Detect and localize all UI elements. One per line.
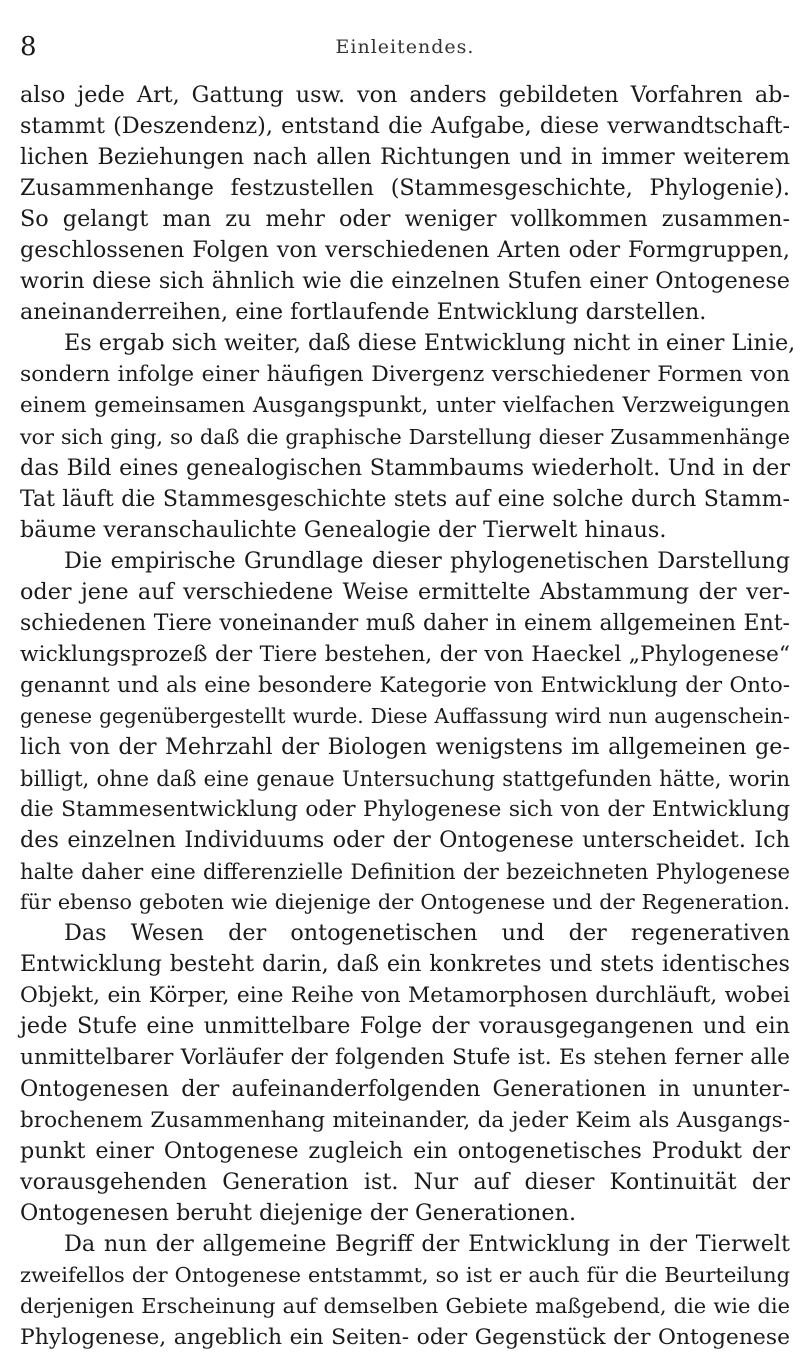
text-line: lichen Beziehungen nach allen Richtungen und in immer weiterem [20,144,790,171]
text-line: genese gegenübergestellt wurde. Diese Auffassung wird nun augenschein- [20,703,790,728]
text-line: wicklungsprozeß der Tiere bestehen, der von Haeckel „Phylogenese“ [20,641,790,667]
text-line: sondern infolge einer häufigen Divergenz verschiedener Formen von [20,362,790,388]
text-line: aneinanderreihen, eine fortlaufende Entwicklung darstellen. [20,299,707,326]
text-line: Phylogenese, angeblich ein Seiten- oder Gegenstück der Ontogenese [20,1324,790,1350]
text-line: also jede Art, Gattung usw. von anders gebildeten Vorfahren ab- [20,82,790,108]
text-line: schiedenen Tiere voneinander muß daher in einem allgemeinen Ent- [20,610,790,636]
text-line: bäume veranschaulichte Genealogie der Tierwelt hinaus. [20,516,667,543]
text-line: vor sich ging, so daß die graphische Darstellung dieser Zusammenhänge [20,424,790,449]
text-line: geschlossenen Folgen von verschiedenen Arten oder Formgruppen, [20,237,790,264]
text-line: einem gemeinsamen Ausgangspunkt, unter vielfachen Verzweigungen [20,393,790,419]
text-line: worin diese sich ähnlich wie die einzelnen Stufen einer Ontogenese [20,268,790,295]
text-line: Zusammenhange festzustellen (Stammesgeschichte, Phylogenie). [20,175,790,202]
text-line: stammt (Deszendenz), entstand die Aufgabe, diese verwandtschaft- [20,113,790,140]
paragraph-4 [20,918,790,1228]
text-line: Ontogenesen beruht diejenige der Generationen. [20,1199,577,1226]
text-line: oder jene auf verschiedene Weise ermittelte Abstammung der ver- [20,578,790,605]
text-line: für ebenso geboten wie diejenige der Ontogenese und der Regeneration. [20,890,790,915]
text-line: billigt, ohne daß eine genaue Untersuchung stattgefunden hätte, worin [20,766,790,792]
text-line: das Bild eines genealogischen Stammbaums wiederholt. Und in der [20,454,790,481]
text-line: Da nun der allgemeine Begriff der Entwicklung in der Tierwelt [64,1230,790,1257]
text-line: Tat läuft die Stammesgeschichte stets auf eine solche durch Stamm- [20,486,790,512]
text-line: lich von der Mehrzahl der Biologen wenigstens im allgemeinen ge- [20,733,790,760]
text-line: Ontogenesen der aufeinanderfolgenden Generationen in ununter- [20,1075,790,1102]
running-head: Einleitendes. [335,36,475,58]
text-line: Die empirische Grundlage dieser phylogenetischen Darstellung [64,547,790,574]
text-line: punkt einer Ontogenese zugleich ein ontogenetisches Produkt der [20,1137,790,1164]
text-line: Objekt, ein Körper, eine Reihe von Metamorphosen durchläuft, wobei [20,983,790,1009]
text-line: vorausgehenden Generation ist. Nur auf dieser Kontinuität der [20,1168,790,1195]
text-line: Das Wesen der ontogenetischen und der regenerativen [64,920,790,947]
text-line: zweifellos der Ontogenese entstammt, so ist er auch für die Beurteilung [20,1262,790,1287]
text-line: Es ergab sich weiter, daß diese Entwicklung nicht in einer Linie, [64,330,796,357]
text-line: Entwicklung besteht darin, daß ein konkretes und stets identisches [20,951,790,978]
paragraph-1 [20,80,790,328]
body-text [20,80,796,1353]
page-header [20,0,790,80]
paragraph-3 [20,546,790,919]
text-line: unmittelbarer Vorläufer der folgenden Stufe ist. Es stehen ferner alle [20,1045,790,1071]
paragraph-2 [20,328,796,545]
text-line: derjenigen Erscheinung auf demselben Gebiete maßgebend, die wie die [20,1293,790,1318]
text-line: jede Stufe eine unmittelbare Folge der vorausgegangenen und ein [20,1013,790,1040]
text-line: halte daher eine differenzielle Definition der bezeichneten Phylogenese [20,859,790,885]
paragraph-5 [20,1229,790,1353]
page-number: 8 [20,32,37,62]
text-line: brochenem Zusammenhang miteinander, da jeder Keim als Ausgangs- [20,1107,790,1133]
text-line: So gelangt man zu mehr oder weniger vollkommen zusammen- [20,206,790,233]
text-line: des einzelnen Individuums oder der Ontogenese unterscheidet. Ich [20,827,790,854]
text-line: die Stammesentwicklung oder Phylogenese sich von der Entwicklung [20,797,790,823]
text-line: genannt und als eine besondere Kategorie von Entwicklung der Onto- [20,672,790,698]
